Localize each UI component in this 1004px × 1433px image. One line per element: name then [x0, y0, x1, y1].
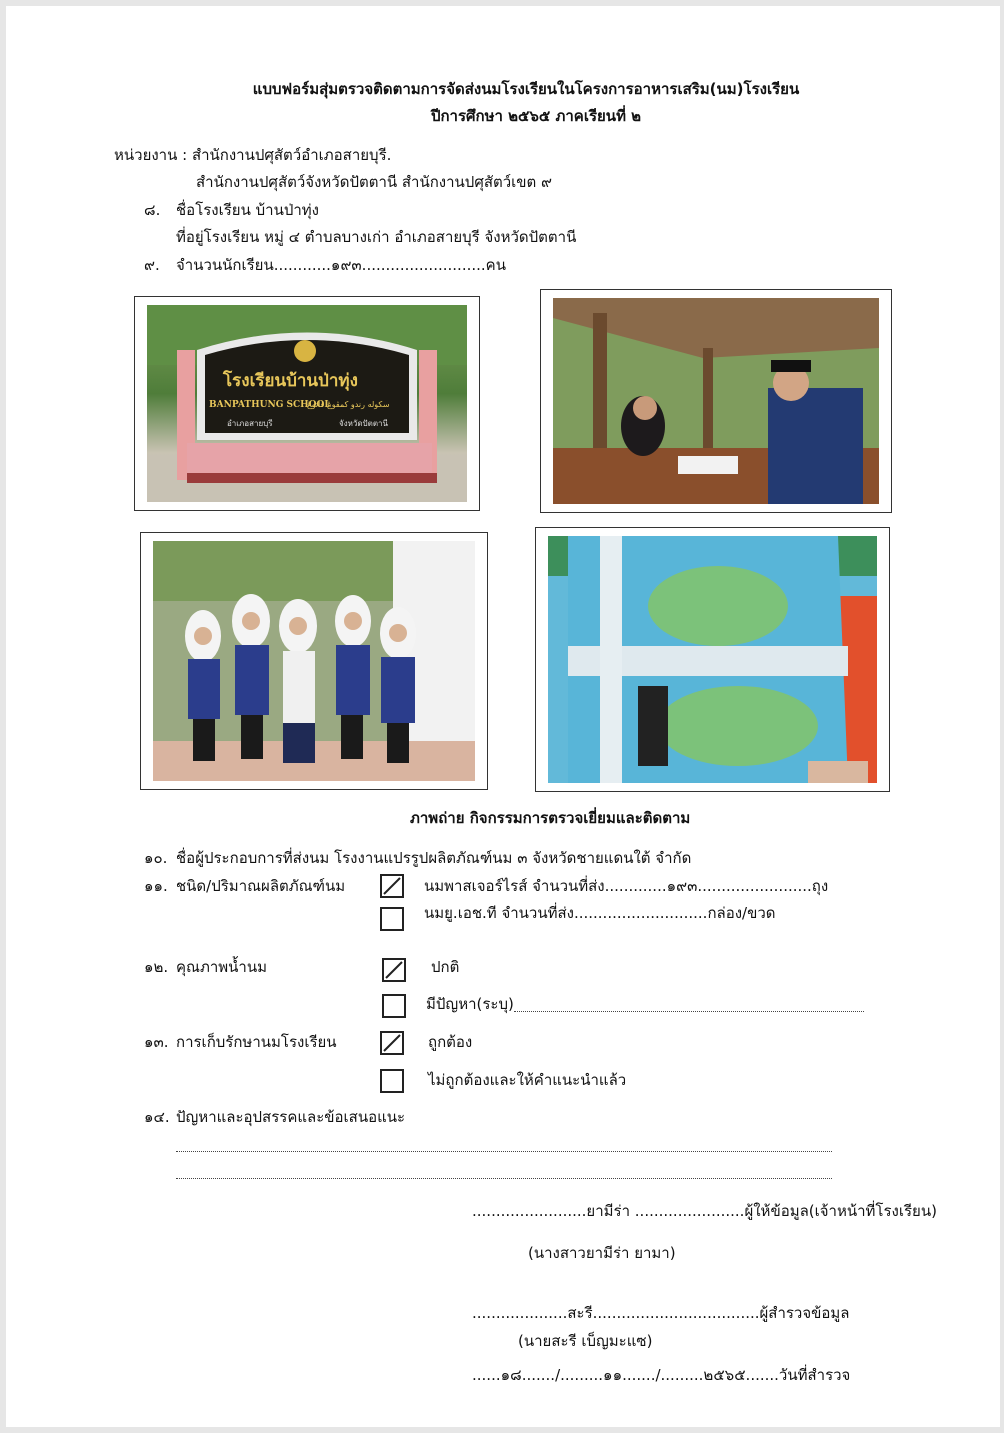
school-name: ชื่อโรงเรียน บ้านป่าทุ่ง: [176, 201, 319, 219]
check-slash-icon: [382, 1033, 402, 1053]
checkbox-storage-correct[interactable]: [380, 1031, 404, 1055]
surveyor-signature: ....................สะรี...................................ผู้สำรวจข้อมูล: [472, 1304, 850, 1322]
suggestion-line-1[interactable]: [176, 1151, 832, 1152]
item-8-number: ๘.: [144, 201, 161, 219]
checkbox-pasteurized[interactable]: [380, 874, 404, 898]
student-count: จำนวนนักเรียน............๑๙๓..........................คน: [176, 256, 506, 274]
item-11-number: ๑๑.: [144, 877, 168, 895]
milk-bag-illustration: [548, 536, 877, 783]
item-10-number: ๑๐.: [144, 849, 168, 867]
sign-english-text: BANPATHUNG SCHOOL: [209, 400, 331, 410]
photo-school-sign: [134, 296, 480, 511]
agency-line-1: หน่วยงาน : สำนักงานปศุสัตว์อำเภอสายบุรี.: [114, 146, 392, 164]
item-12-label: คุณภาพน้ำนม: [176, 958, 267, 976]
option-quality-problem: มีปัญหา(ระบุ): [426, 995, 514, 1013]
sign-thai-text: โรงเรียนบ้านป่าทุ่ง: [223, 371, 358, 391]
sign-district-text: อำเภอสายบุรี: [227, 419, 273, 428]
informant-signature: ........................ยามีร่า .......................ผู้ให้ข้อมูล(เจ้าหน้าที่โรงเรียน): [472, 1202, 937, 1220]
form-title: แบบฟอร์มสุ่มตรวจติดตามการจัดส่งนมโรงเรียนในโครงการอาหารเสริม(นม)โรงเรียน: [252, 80, 800, 98]
meeting-illustration: [553, 298, 879, 504]
informant-name: (นางสาวยามีร่า ยามา): [528, 1244, 676, 1262]
form-page: [6, 6, 1000, 1427]
survey-date: ......๑๘......./.........๑๑......./.........๒๕๖๕.......วันที่สำรวจ: [472, 1366, 851, 1384]
photo-milk-bag: [535, 527, 890, 792]
item-11-label: ชนิด/ปริมาณผลิตภัณฑ์นม: [176, 877, 346, 895]
option-storage-incorrect: ไม่ถูกต้องและให้คำแนะนำแล้ว: [428, 1071, 627, 1089]
option-uht: นมยู.เอช.ที จำนวนที่ส่ง............................กล่อง/ขวด: [424, 904, 776, 922]
checkbox-quality-problem[interactable]: [382, 994, 406, 1018]
problem-detail-line[interactable]: [514, 1011, 864, 1012]
option-pasteurized: นมพาสเจอร์ไรส์ จำนวนที่ส่ง.............๑๙๓........................ถุง: [424, 877, 829, 895]
item-9-number: ๙.: [144, 256, 160, 274]
suggestion-line-2[interactable]: [176, 1178, 832, 1179]
photo-meeting: [540, 289, 892, 513]
option-storage-correct: ถูกต้อง: [428, 1033, 473, 1051]
sign-jawi-text: سکوله رندو کمڤوڠ ڤاتوڠ: [307, 400, 390, 409]
check-slash-icon: [382, 876, 402, 896]
operator-name: ชื่อผู้ประกอบการที่ส่งนม โรงงานแปรรูปผลิตภัณฑ์นม ๓ จังหวัดชายแดนใต้ จำกัด: [176, 849, 692, 867]
option-quality-normal: ปกติ: [431, 958, 460, 976]
school-address: ที่อยู่โรงเรียน หมู่ ๔ ตำบลบางเก่า อำเภอสายบุรี จังหวัดปัตตานี: [176, 228, 577, 246]
item-13-label: การเก็บรักษานมโรงเรียน: [176, 1033, 337, 1051]
students-illustration: [153, 541, 475, 781]
item-12-number: ๑๒.: [144, 958, 169, 976]
item-13-number: ๑๓.: [144, 1033, 169, 1051]
form-subtitle: ปีการศึกษา ๒๕๖๕ ภาคเรียนที่ ๒: [430, 107, 642, 125]
surveyor-name: (นายสะรี เบ็ญมะแซ): [518, 1332, 653, 1350]
checkbox-quality-normal[interactable]: [382, 958, 406, 982]
photo-caption: ภาพถ่าย กิจกรรมการตรวจเยี่ยมและติดตาม: [410, 809, 691, 827]
sign-province-text: จังหวัดปัตตานี: [339, 419, 388, 428]
agency-line-2: สำนักงานปศุสัตว์จังหวัดปัตตานี สำนักงานปศุสัตว์เขต ๙: [196, 173, 553, 191]
item-14-number: ๑๔.: [144, 1108, 170, 1126]
check-slash-icon: [384, 960, 404, 980]
photo-students: [140, 532, 488, 790]
checkbox-uht[interactable]: [380, 907, 404, 931]
checkbox-storage-incorrect[interactable]: [380, 1069, 404, 1093]
item-14-label: ปัญหาและอุปสรรคและข้อเสนอแนะ: [176, 1108, 406, 1126]
